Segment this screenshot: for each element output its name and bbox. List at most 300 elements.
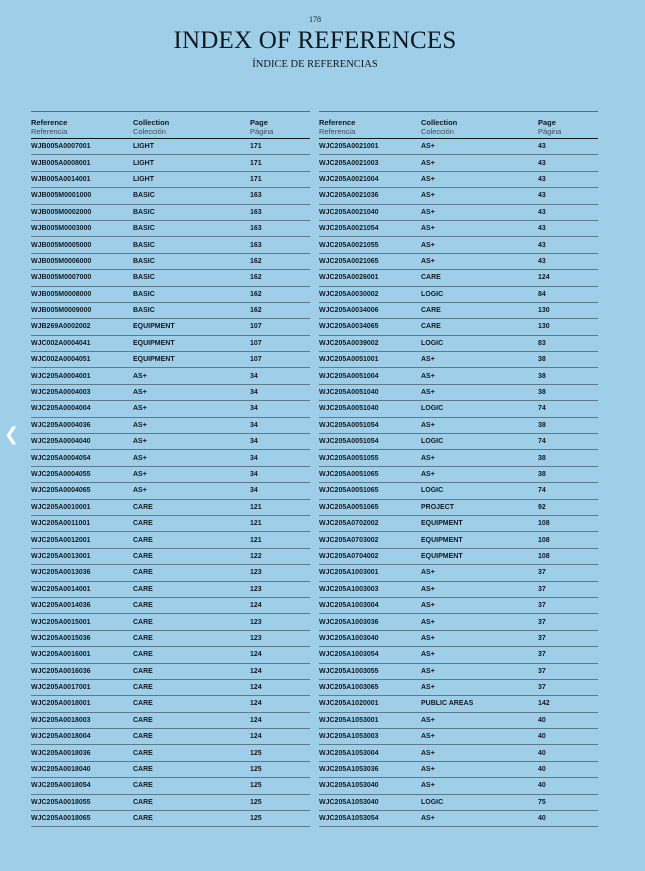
- page-cell: 92: [538, 503, 546, 511]
- table-row: [319, 254, 598, 270]
- header-reference: Reference Referencia: [319, 118, 356, 136]
- reference-cell: WJC205A0051065: [319, 503, 379, 511]
- page-cell: 34: [250, 438, 258, 446]
- reference-cell: WJC205A1053001: [319, 716, 379, 724]
- page-cell: 124: [250, 651, 262, 659]
- collection-cell: AS+: [133, 389, 147, 397]
- collection-cell: EQUIPMENT: [421, 520, 463, 528]
- reference-cell: WJC205A0014036: [31, 602, 91, 610]
- reference-cell: WJC205A0021001: [319, 143, 379, 151]
- reference-cell: WJC205A0021003: [319, 159, 379, 167]
- collection-cell: AS+: [421, 372, 435, 380]
- page-cell: 124: [538, 274, 550, 282]
- collection-cell: AS+: [421, 471, 435, 478]
- table-body: [319, 139, 598, 827]
- reference-cell: WJC205A1003001: [319, 569, 379, 577]
- table-row: [31, 696, 310, 712]
- reference-cell: WJC205A1053040: [319, 782, 379, 790]
- references-table-left: [31, 111, 310, 827]
- page-cell: 43: [538, 257, 546, 265]
- page-cell: 162: [250, 290, 262, 298]
- collection-cell: AS+: [133, 372, 147, 380]
- collection-cell: CARE: [421, 274, 441, 282]
- collection-cell: AS+: [421, 733, 435, 741]
- table-row: [319, 155, 598, 171]
- collection-cell: CARE: [133, 552, 153, 560]
- header-reference: Reference Referencia: [31, 118, 68, 136]
- page-cell: 124: [250, 684, 262, 692]
- reference-cell: WJC205A0010001: [31, 503, 91, 511]
- collection-cell: AS+: [421, 667, 435, 675]
- collection-cell: AS+: [421, 454, 435, 462]
- table-row: [31, 713, 310, 729]
- reference-cell: WJC205A0018003: [31, 716, 91, 724]
- chevron-left-icon[interactable]: ❮: [4, 424, 20, 444]
- collection-cell: CARE: [133, 569, 153, 577]
- table-row: [319, 762, 598, 778]
- reference-cell: WJC205A1003055: [319, 667, 379, 675]
- page-cell: 37: [538, 684, 546, 692]
- collection-cell: LIGHT: [133, 159, 154, 167]
- collection-cell: AS+: [421, 602, 435, 610]
- collection-cell: AS+: [421, 356, 435, 364]
- table-row: [319, 729, 598, 745]
- page-cell: 130: [538, 307, 550, 315]
- table-row: [31, 647, 310, 663]
- table-row: [319, 565, 598, 581]
- page-cell: 163: [250, 225, 262, 233]
- reference-cell: WJC205A0004065: [31, 487, 91, 495]
- collection-cell: AS+: [133, 471, 147, 478]
- reference-cell: WJC205A0051055: [319, 454, 379, 462]
- reference-cell: WJB269A0002002: [31, 323, 91, 331]
- page-cell: 121: [250, 520, 262, 528]
- reference-cell: WJC205A0021065: [319, 257, 379, 265]
- table-row: [31, 598, 310, 614]
- page-subtitle: ÍNDICE DE REFERENCIAS: [252, 59, 378, 70]
- reference-cell: WJC205A1053004: [319, 749, 379, 757]
- reference-cell: WJC205A1003054: [319, 651, 379, 659]
- collection-cell: BASIC: [133, 307, 155, 315]
- reference-cell: WJC205A0051054: [319, 421, 379, 429]
- collection-cell: CARE: [133, 684, 153, 692]
- page-cell: 40: [538, 782, 546, 790]
- page-cell: 162: [250, 257, 262, 265]
- table-header: [31, 111, 310, 139]
- page-cell: 38: [538, 421, 546, 429]
- table-row: [31, 319, 310, 335]
- reference-cell: WJC205A0016001: [31, 651, 91, 659]
- table-row: [31, 483, 310, 499]
- collection-cell: EQUIPMENT: [421, 552, 463, 560]
- reference-cell: WJB005M0002000: [31, 208, 92, 216]
- reference-cell: WJC205A0051065: [319, 471, 379, 478]
- page-cell: 38: [538, 356, 546, 364]
- page-cell: 125: [250, 782, 262, 790]
- collection-cell: CARE: [133, 520, 153, 528]
- reference-cell: WJC205A0051040: [319, 389, 379, 397]
- page-cell: 40: [538, 749, 546, 757]
- collection-cell: LOGIC: [421, 487, 444, 495]
- collection-cell: AS+: [133, 421, 147, 429]
- page-cell: 171: [250, 159, 262, 167]
- reference-cell: WJC205A0034006: [319, 307, 379, 315]
- reference-cell: WJB005A0007001: [31, 143, 91, 151]
- table-row: [319, 336, 598, 352]
- reference-cell: WJB005M0006000: [31, 257, 92, 265]
- reference-cell: WJB005M0005000: [31, 241, 92, 249]
- table-row: [319, 778, 598, 794]
- page-cell: 34: [250, 372, 258, 380]
- table-row: [319, 598, 598, 614]
- page-cell: 38: [538, 471, 546, 478]
- table-row: [319, 418, 598, 434]
- table-row: [319, 385, 598, 401]
- table-row: [31, 368, 310, 384]
- collection-cell: CARE: [133, 798, 153, 806]
- reference-cell: WJC205A0015001: [31, 618, 91, 626]
- collection-cell: CARE: [133, 782, 153, 790]
- collection-cell: LOGIC: [421, 339, 444, 347]
- reference-cell: WJC205A0013001: [31, 552, 91, 560]
- page-number: 178: [309, 15, 321, 24]
- table-row: [319, 811, 598, 827]
- reference-cell: WJC205A1003003: [319, 585, 379, 593]
- reference-cell: WJC205A0018004: [31, 733, 91, 741]
- page-cell: 142: [538, 700, 550, 708]
- collection-cell: EQUIPMENT: [133, 339, 175, 347]
- reference-cell: WJB005A0014001: [31, 175, 91, 183]
- reference-cell: WJC205A1020001: [319, 700, 379, 708]
- page-cell: 107: [250, 323, 262, 331]
- table-row: [31, 287, 310, 303]
- collection-cell: AS+: [421, 716, 435, 724]
- page-cell: 74: [538, 438, 546, 446]
- table-row: [319, 287, 598, 303]
- table-row: [31, 270, 310, 286]
- page-cell: 124: [250, 667, 262, 675]
- table-row: [319, 680, 598, 696]
- reference-cell: WJC205A0004055: [31, 471, 91, 478]
- table-row: [31, 385, 310, 401]
- table-row: [31, 303, 310, 319]
- collection-cell: CARE: [133, 618, 153, 626]
- reference-cell: WJB005A0008001: [31, 159, 91, 167]
- collection-cell: LOGIC: [421, 405, 444, 413]
- table-row: [31, 664, 310, 680]
- collection-cell: AS+: [421, 241, 435, 249]
- page-cell: 37: [538, 585, 546, 593]
- reference-cell: WJC205A0021054: [319, 225, 379, 233]
- page-cell: 84: [538, 290, 546, 298]
- reference-cell: WJC205A0051001: [319, 356, 379, 364]
- table-row: [319, 450, 598, 466]
- page-cell: 107: [250, 339, 262, 347]
- table-row: [319, 795, 598, 811]
- reference-cell: WJB005M0001000: [31, 192, 92, 200]
- page-cell: 43: [538, 225, 546, 233]
- collection-cell: EQUIPMENT: [133, 356, 175, 364]
- collection-cell: AS+: [133, 438, 147, 446]
- page-cell: 43: [538, 208, 546, 216]
- header-page: Page Página: [538, 118, 562, 136]
- reference-cell: WJC205A0018065: [31, 815, 91, 823]
- table-row: [319, 483, 598, 499]
- collection-cell: LIGHT: [133, 143, 154, 151]
- table-row: [31, 582, 310, 598]
- collection-cell: AS+: [421, 159, 435, 167]
- reference-cell: WJC205A0013036: [31, 569, 91, 577]
- collection-cell: AS+: [421, 257, 435, 265]
- page-cell: 124: [250, 602, 262, 610]
- reference-cell: WJC205A0018036: [31, 749, 91, 757]
- table-row: [31, 811, 310, 827]
- collection-cell: BASIC: [133, 241, 155, 249]
- page-cell: 34: [250, 405, 258, 413]
- page-cell: 43: [538, 175, 546, 183]
- page-cell: 34: [250, 471, 258, 478]
- table-row: [319, 434, 598, 450]
- reference-cell: WJC205A0021036: [319, 192, 379, 200]
- page-cell: 125: [250, 749, 262, 757]
- table-row: [319, 582, 598, 598]
- reference-cell: WJC205A0004054: [31, 454, 91, 462]
- collection-cell: LOGIC: [421, 438, 444, 446]
- table-row: [31, 401, 310, 417]
- collection-cell: CARE: [133, 651, 153, 659]
- table-row: [31, 352, 310, 368]
- reference-cell: WJC205A0051004: [319, 372, 379, 380]
- reference-cell: WJC205A0004003: [31, 389, 91, 397]
- collection-cell: BASIC: [133, 274, 155, 282]
- page-cell: 43: [538, 192, 546, 200]
- reference-cell: WJC205A0039002: [319, 339, 379, 347]
- table-row: [31, 532, 310, 548]
- table-row: [319, 745, 598, 761]
- collection-cell: CARE: [133, 634, 153, 642]
- table-row: [31, 549, 310, 565]
- reference-cell: WJC205A0004040: [31, 438, 91, 446]
- table-row: [31, 155, 310, 171]
- page-cell: 162: [250, 307, 262, 315]
- table-row: [31, 139, 310, 155]
- page-cell: 163: [250, 192, 262, 200]
- reference-cell: WJC205A0012001: [31, 536, 91, 544]
- table-row: [319, 221, 598, 237]
- table-body: [31, 139, 310, 827]
- page-cell: 122: [250, 552, 262, 560]
- page-cell: 121: [250, 503, 262, 511]
- collection-cell: AS+: [421, 175, 435, 183]
- reference-cell: WJC205A0004001: [31, 372, 91, 380]
- collection-cell: BASIC: [133, 192, 155, 200]
- reference-cell: WJC205A0704002: [319, 552, 379, 560]
- page-cell: 38: [538, 389, 546, 397]
- table-row: [319, 696, 598, 712]
- page-cell: 40: [538, 716, 546, 724]
- collection-cell: CARE: [133, 815, 153, 823]
- reference-cell: WJC205A1053036: [319, 766, 379, 774]
- collection-cell: AS+: [133, 405, 147, 413]
- page-cell: 130: [538, 323, 550, 331]
- page-cell: 43: [538, 241, 546, 249]
- collection-cell: CARE: [421, 323, 441, 331]
- reference-cell: WJC205A0703002: [319, 536, 379, 544]
- collection-cell: CARE: [133, 536, 153, 544]
- collection-cell: PROJECT: [421, 503, 455, 511]
- reference-cell: WJC205A0017001: [31, 684, 91, 692]
- reference-cell: WJC002A0004051: [31, 356, 91, 364]
- table-row: [319, 270, 598, 286]
- reference-cell: WJC205A0051040: [319, 405, 379, 413]
- page-cell: 37: [538, 651, 546, 659]
- page-cell: 107: [250, 356, 262, 364]
- collection-cell: LOGIC: [421, 290, 444, 298]
- reference-cell: WJC205A0014001: [31, 585, 91, 593]
- header-page: Page Página: [250, 118, 274, 136]
- table-row: [31, 237, 310, 253]
- collection-cell: AS+: [421, 749, 435, 757]
- collection-cell: AS+: [133, 454, 147, 462]
- page-cell: 34: [250, 454, 258, 462]
- collection-cell: AS+: [421, 782, 435, 790]
- page-title: INDEX OF REFERENCES: [173, 27, 457, 54]
- reference-cell: WJC205A0021040: [319, 208, 379, 216]
- page-cell: 34: [250, 487, 258, 495]
- collection-cell: AS+: [421, 143, 435, 151]
- collection-cell: BASIC: [133, 208, 155, 216]
- table-row: [31, 188, 310, 204]
- collection-cell: AS+: [421, 225, 435, 233]
- reference-cell: WJC205A1003036: [319, 618, 379, 626]
- table-row: [319, 237, 598, 253]
- collection-cell: CARE: [133, 700, 153, 708]
- collection-cell: AS+: [421, 421, 435, 429]
- table-row: [31, 418, 310, 434]
- collection-cell: BASIC: [133, 257, 155, 265]
- table-row: [319, 467, 598, 483]
- reference-cell: WJB005M0003000: [31, 225, 92, 233]
- table-row: [319, 614, 598, 630]
- table-row: [319, 647, 598, 663]
- collection-cell: CARE: [133, 716, 153, 724]
- collection-cell: CARE: [133, 749, 153, 757]
- collection-cell: CARE: [133, 733, 153, 741]
- page-cell: 123: [250, 634, 262, 642]
- reference-cell: WJB005M0007000: [31, 274, 92, 282]
- page-cell: 40: [538, 766, 546, 774]
- page-cell: 43: [538, 159, 546, 167]
- reference-cell: WJC205A1003065: [319, 684, 379, 692]
- page-cell: 43: [538, 143, 546, 151]
- page-cell: 163: [250, 208, 262, 216]
- page-cell: 34: [250, 389, 258, 397]
- table-row: [31, 336, 310, 352]
- collection-cell: CARE: [133, 602, 153, 610]
- page-cell: 124: [250, 733, 262, 741]
- page-cell: 40: [538, 815, 546, 823]
- reference-cell: WJC205A0051065: [319, 487, 379, 495]
- table-row: [319, 303, 598, 319]
- collection-cell: EQUIPMENT: [133, 323, 175, 331]
- table-row: [319, 500, 598, 516]
- reference-cell: WJC205A0018054: [31, 782, 91, 790]
- page-cell: 171: [250, 175, 262, 183]
- page-cell: 125: [250, 798, 262, 806]
- reference-cell: WJC205A0030002: [319, 290, 379, 298]
- table-row: [31, 745, 310, 761]
- table-row: [319, 172, 598, 188]
- table-row: [31, 434, 310, 450]
- collection-cell: AS+: [133, 487, 147, 495]
- page-cell: 108: [538, 520, 550, 528]
- page-cell: 123: [250, 585, 262, 593]
- table-row: [31, 500, 310, 516]
- collection-cell: CARE: [133, 667, 153, 675]
- table-row: [319, 319, 598, 335]
- table-row: [319, 368, 598, 384]
- reference-cell: WJC205A0021004: [319, 175, 379, 183]
- table-row: [31, 221, 310, 237]
- collection-cell: EQUIPMENT: [421, 536, 463, 544]
- page-cell: 121: [250, 536, 262, 544]
- page-cell: 123: [250, 569, 262, 577]
- table-row: [31, 614, 310, 630]
- collection-cell: BASIC: [133, 290, 155, 298]
- table-row: [319, 205, 598, 221]
- table-row: [31, 254, 310, 270]
- page-cell: 37: [538, 569, 546, 577]
- page-cell: 37: [538, 618, 546, 626]
- collection-cell: AS+: [421, 192, 435, 200]
- page-cell: 37: [538, 602, 546, 610]
- page-cell: 37: [538, 667, 546, 675]
- table-row: [31, 450, 310, 466]
- reference-cell: WJB005M0009000: [31, 307, 92, 315]
- collection-cell: BASIC: [133, 225, 155, 233]
- table-row: [319, 139, 598, 155]
- collection-cell: CARE: [421, 307, 441, 315]
- reference-cell: WJC205A0011001: [31, 520, 91, 528]
- reference-cell: WJC205A0004036: [31, 421, 91, 429]
- collection-cell: CARE: [133, 585, 153, 593]
- table-row: [319, 713, 598, 729]
- collection-cell: AS+: [421, 389, 435, 397]
- page-cell: 124: [250, 700, 262, 708]
- table-row: [319, 188, 598, 204]
- table-row: [31, 680, 310, 696]
- reference-cell: WJC205A0016036: [31, 667, 91, 675]
- page-cell: 125: [250, 815, 262, 823]
- page-cell: 74: [538, 405, 546, 413]
- collection-cell: AS+: [421, 208, 435, 216]
- reference-cell: WJC205A0018055: [31, 798, 91, 806]
- table-row: [319, 352, 598, 368]
- page-cell: 74: [538, 487, 546, 495]
- page-cell: 123: [250, 618, 262, 626]
- page-cell: 163: [250, 241, 262, 249]
- page-cell: 37: [538, 634, 546, 642]
- table-row: [31, 516, 310, 532]
- reference-cell: WJC205A1003004: [319, 602, 379, 610]
- table-header: [319, 111, 598, 139]
- reference-cell: WJC205A0026001: [319, 274, 379, 282]
- reference-cell: WJC205A0051054: [319, 438, 379, 446]
- collection-cell: AS+: [421, 766, 435, 774]
- table-row: [31, 778, 310, 794]
- reference-cell: WJC002A0004041: [31, 339, 91, 347]
- table-row: [31, 729, 310, 745]
